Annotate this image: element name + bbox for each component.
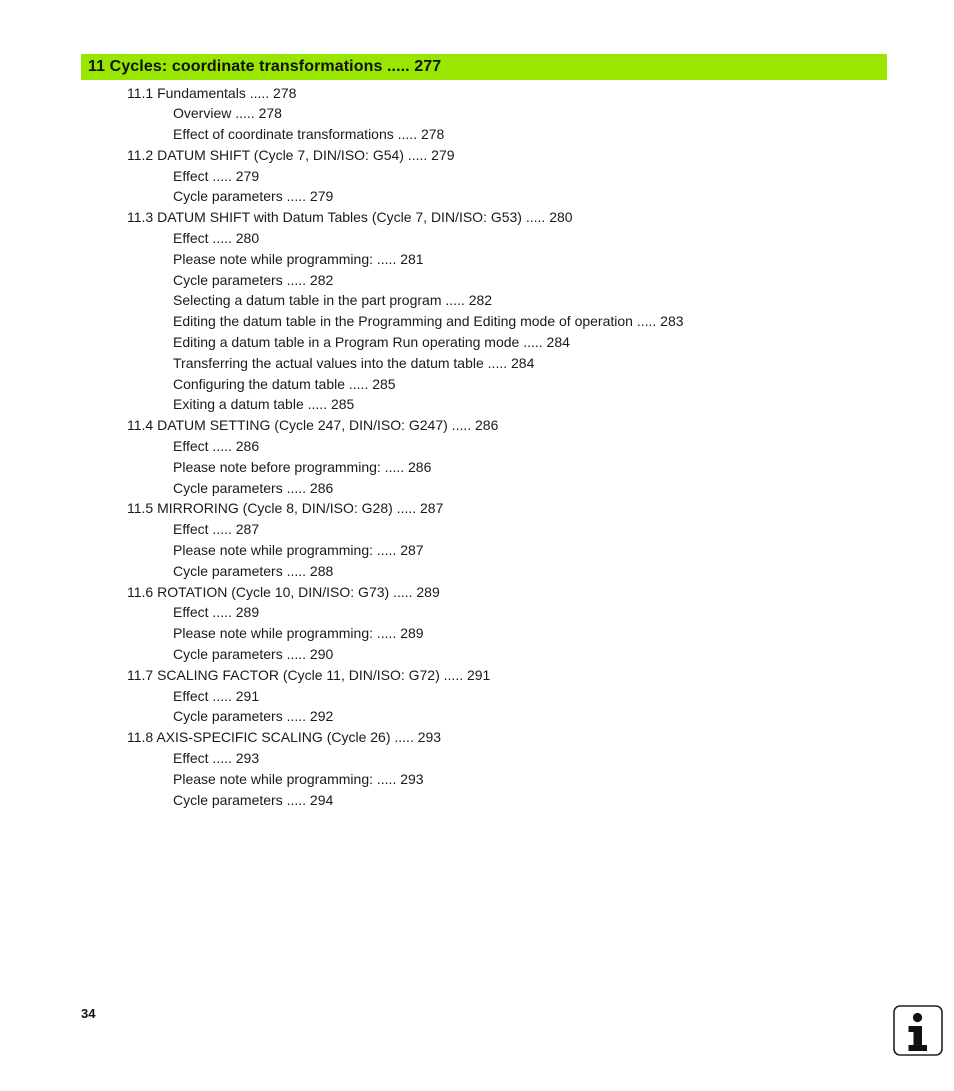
toc-subsection-entry[interactable]: Effect ..... 293: [173, 750, 260, 766]
toc-subsection-entry[interactable]: Effect ..... 289: [173, 604, 260, 621]
toc-subsection-entry[interactable]: Please note while programming: ..... 289: [173, 625, 424, 642]
toc-subsection-entry[interactable]: Cycle parameters ..... 279: [173, 188, 334, 205]
toc-section-entry[interactable]: 11.5 MIRRORING (Cycle 8, DIN/ISO: G28) ..... 287: [127, 500, 444, 517]
table-of-contents: [0, 83, 900, 811]
toc-subsection-entry[interactable]: Selecting a datum table in the part program ..... 282: [173, 292, 493, 309]
toc-section-entry[interactable]: 11.4 DATUM SETTING (Cycle 247, DIN/ISO: G247) ..... 286: [127, 417, 499, 434]
info-icon: [893, 1005, 943, 1056]
toc-subsection-entry[interactable]: Cycle parameters ..... 290: [173, 646, 334, 663]
toc-subsection-entry[interactable]: Editing the datum table in the Programming and Editing mode of operation ..... 283: [173, 313, 684, 330]
toc-subsection-entry[interactable]: Cycle parameters ..... 288: [173, 562, 334, 579]
toc-subsection-entry[interactable]: Effect ..... 286: [173, 438, 260, 455]
toc-subsection-entry[interactable]: Effect ..... 287: [173, 521, 260, 538]
toc-subsection-entry[interactable]: Effect ..... 280: [173, 230, 260, 247]
toc-subsection-entry[interactable]: Configuring the datum table ..... 285: [173, 375, 396, 392]
toc-subsection-entry[interactable]: Please note while programming: ..... 281: [173, 250, 424, 267]
toc-subsection-entry[interactable]: Cycle parameters ..... 282: [173, 271, 334, 288]
toc-subsection-entry[interactable]: Effect of coordinate transformations ..... 278: [173, 126, 445, 143]
toc-section-entry[interactable]: 11.8 AXIS-SPECIFIC SCALING (Cycle 26) ..... 293: [127, 729, 442, 746]
toc-subsection-entry[interactable]: Effect ..... 279: [173, 167, 260, 184]
toc-section-entry[interactable]: 11.6 ROTATION (Cycle 10, DIN/ISO: G73) ..... 289: [127, 583, 440, 600]
toc-section-entry[interactable]: 11.3 DATUM SHIFT with Datum Tables (Cycle 7, DIN/ISO: G53) ..... 280: [127, 209, 573, 226]
toc-subsection-entry[interactable]: Transferring the actual values into the datum table ..... 284: [173, 354, 535, 371]
toc-subsection-entry[interactable]: Exiting a datum table ..... 285: [173, 396, 355, 413]
chapter-title[interactable]: 11 Cycles: coordinate transformations ..... 277: [88, 58, 442, 75]
toc-section-entry[interactable]: 11.1 Fundamentals ..... 278: [127, 84, 297, 101]
toc-section-entry[interactable]: 11.7 SCALING FACTOR (Cycle 11, DIN/ISO: G72) ..... 291: [127, 666, 491, 683]
toc-section-entry[interactable]: 11.2 DATUM SHIFT (Cycle 7, DIN/ISO: G54) ..... 279: [127, 146, 455, 163]
page-number: 34: [81, 1006, 96, 1021]
toc-subsection-entry[interactable]: Overview ..... 278: [173, 105, 282, 122]
toc-subsection-entry[interactable]: Cycle parameters ..... 294: [173, 791, 334, 808]
toc-subsection-entry[interactable]: Please note while programming: ..... 293: [173, 770, 424, 787]
toc-subsection-entry[interactable]: Effect ..... 291: [173, 687, 260, 704]
toc-subsection-entry[interactable]: Please note before programming: ..... 286: [173, 458, 432, 475]
toc-subsection-entry[interactable]: Editing a datum table in a Program Run operating mode ..... 284: [173, 334, 570, 351]
toc-subsection-entry[interactable]: Cycle parameters ..... 292: [173, 708, 334, 725]
chapter-header-bar: [81, 54, 887, 80]
toc-subsection-entry[interactable]: Cycle parameters ..... 286: [173, 479, 334, 496]
toc-subsection-entry[interactable]: Please note while programming: ..... 287: [173, 542, 424, 559]
